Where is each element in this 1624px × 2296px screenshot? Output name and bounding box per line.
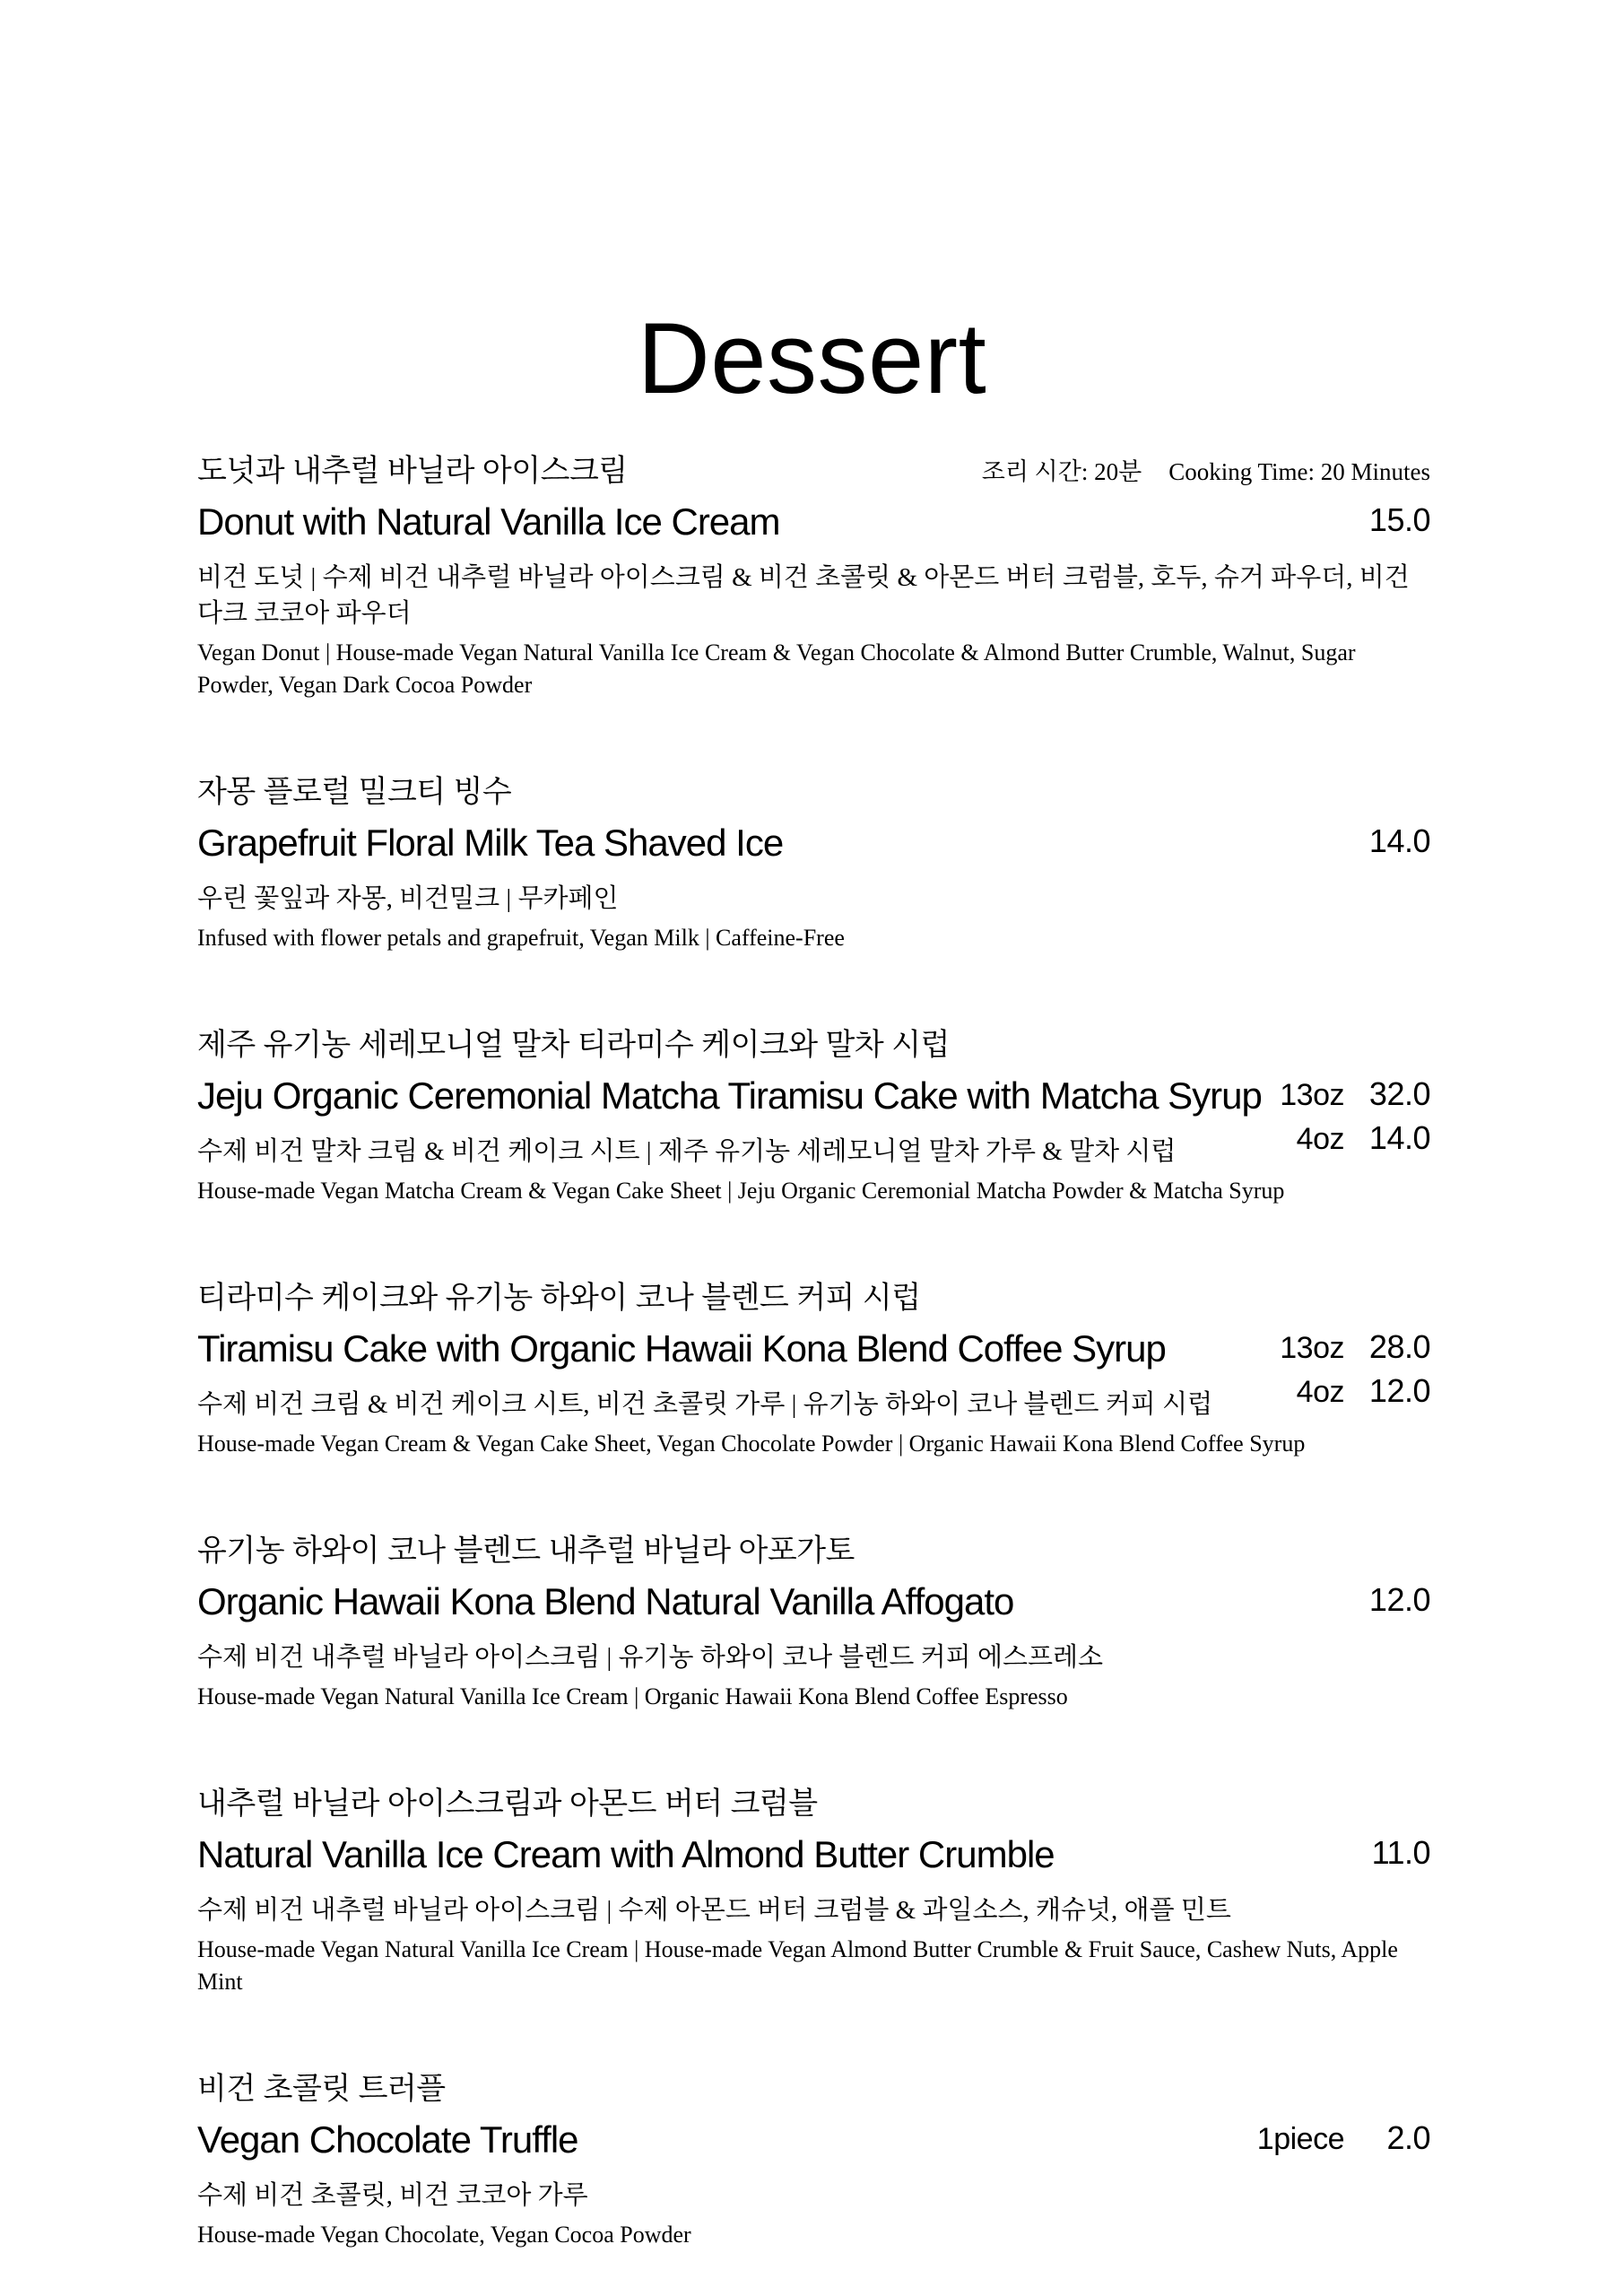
- item-description-korean: 우린 꽃잎과 자몽, 비건밀크 | 무카페인: [197, 884, 619, 913]
- item-name-korean: 유기농 하와이 코나 블렌드 내추럴 바닐라 아포가토: [197, 1534, 855, 1568]
- item-description-korean: 수제 비건 크림 & 비건 케이크 시트, 비건 초콜릿 가루 | 유기농 하와이 코나 블렌드 커피 시럽: [197, 1390, 1213, 1419]
- item-price: 11.0: [1371, 1834, 1430, 1871]
- price-row: [1258, 1831, 1430, 1874]
- price-row: [1258, 1117, 1430, 1161]
- price-row: [1258, 499, 1430, 542]
- price-row: [1258, 820, 1430, 863]
- item-name-korean: 도넛과 내추럴 바닐라 아이스크림: [197, 454, 628, 488]
- menu-item: [197, 1532, 1430, 1713]
- item-description-english: Infused with flower petals and grapefruit, Vegan Milk | Caffeine-Free: [197, 925, 845, 951]
- item-price: 14.0: [1368, 822, 1430, 859]
- item-description-english: House-made Vegan Matcha Cream & Vegan Cake Sheet | Jeju Organic Ceremonial Matcha Powder & Matcha Syrup: [197, 1178, 1285, 1204]
- menu-item-list: [197, 452, 1430, 2251]
- item-description-korean: 비건 도넛 | 수제 비건 내추럴 바닐라 아이스크림 & 비건 초콜릿 & 아몬드 버터 크럼블, 호두, 슈거 파우더, 비건 다크 코코아 파우더: [197, 563, 1410, 628]
- price-size-label: 13oz: [1280, 1078, 1344, 1112]
- item-price-block: [1257, 2117, 1430, 2161]
- item-name-english: Jeju Organic Ceremonial Matcha Tiramisu Cake with Matcha Syrup: [197, 1074, 1262, 1117]
- price-size-label: 4oz: [1296, 1122, 1344, 1156]
- price-row: [1258, 1073, 1430, 1117]
- item-name-english: Donut with Natural Vanilla Ice Cream: [197, 500, 780, 543]
- menu-item: [197, 773, 1430, 954]
- price-size-label: 13oz: [1280, 1331, 1344, 1365]
- item-price: 28.0: [1368, 1328, 1430, 1365]
- item-description-english: Vegan Donut | House-made Vegan Natural Vanilla Ice Cream & Vegan Chocolate & Almond Butter Crumble, Walnut, Sugar Powder, Vegan Dark Cocoa Powder: [197, 639, 1356, 698]
- menu-item: [197, 1279, 1430, 1460]
- price-size-label: 1piece: [1256, 2122, 1344, 2156]
- menu-item: [197, 1785, 1430, 1998]
- menu-item: [197, 452, 1430, 701]
- item-name-english: Natural Vanilla Ice Cream with Almond Butter Crumble: [197, 1833, 1055, 1875]
- item-description-korean: 수제 비건 내추럴 바닐라 아이스크림 | 유기농 하와이 코나 블렌드 커피 에스프레소: [197, 1643, 1104, 1672]
- price-row: [1257, 2117, 1430, 2161]
- item-name-english: Tiramisu Cake with Organic Hawaii Kona Blend Coffee Syrup: [197, 1327, 1166, 1370]
- item-price-block: [1258, 1578, 1430, 1622]
- item-description-korean: 수제 비건 초콜릿, 비건 코코아 가루: [197, 2181, 588, 2210]
- price-row: [1258, 1326, 1430, 1370]
- menu-item: [197, 2070, 1430, 2251]
- item-price: 12.0: [1368, 1372, 1430, 1409]
- menu-item: [197, 1026, 1430, 1207]
- price-row: [1258, 1578, 1430, 1622]
- cooking-time-note: [982, 454, 1430, 490]
- item-price: 2.0: [1386, 2119, 1430, 2156]
- item-name-english: Organic Hawaii Kona Blend Natural Vanilla Affogato: [197, 1580, 1014, 1622]
- item-name-korean: 티라미수 케이크와 유기농 하와이 코나 블렌드 커피 시럽: [197, 1281, 921, 1315]
- item-name-korean: 제주 유기농 세레모니얼 말차 티라미수 케이크와 말차 시럽: [197, 1028, 950, 1062]
- item-price: 32.0: [1368, 1075, 1430, 1112]
- item-description-korean: 수제 비건 말차 크림 & 비건 케이크 시트 | 제주 유기농 세레모니얼 말차 가루 & 말차 시럽: [197, 1137, 1177, 1166]
- item-price: 15.0: [1368, 501, 1430, 538]
- cooking-time-korean: 조리 시간: 20분: [981, 458, 1142, 485]
- item-price: 14.0: [1368, 1119, 1430, 1156]
- item-name-korean: 자몽 플로럴 밀크티 빙수: [197, 775, 512, 809]
- item-price-block: [1258, 1073, 1430, 1161]
- item-price-block: [1258, 1831, 1430, 1874]
- page-title: Dessert: [637, 302, 987, 414]
- item-description-english: House-made Vegan Natural Vanilla Ice Cream | House-made Vegan Almond Butter Crumble & Fruit Sauce, Cashew Nuts, Apple Mint: [197, 1936, 1398, 1995]
- price-size-label: 4oz: [1296, 1375, 1344, 1409]
- item-name-english: Vegan Chocolate Truffle: [197, 2118, 578, 2161]
- item-description-english: House-made Vegan Chocolate, Vegan Cocoa Powder: [197, 2222, 691, 2248]
- item-description-english: House-made Vegan Cream & Vegan Cake Sheet, Vegan Chocolate Powder | Organic Hawaii Kona Blend Coffee Syrup: [197, 1431, 1306, 1457]
- item-price: 12.0: [1368, 1581, 1430, 1618]
- item-price-block: [1258, 1326, 1430, 1413]
- item-price-block: [1258, 499, 1430, 542]
- item-description-korean: 수제 비건 내추럴 바닐라 아이스크림 | 수제 아몬드 버터 크럼블 & 과일소스, 캐슈넛, 애플 민트: [197, 1896, 1231, 1925]
- item-name-english: Grapefruit Floral Milk Tea Shaved Ice: [197, 822, 784, 864]
- item-name-korean: 비건 초콜릿 트러플: [197, 2072, 446, 2106]
- cooking-time-english: Cooking Time: 20 Minutes: [1168, 458, 1430, 485]
- item-description-english: House-made Vegan Natural Vanilla Ice Cream | Organic Hawaii Kona Blend Coffee Espresso: [197, 1683, 1068, 1709]
- price-row: [1258, 1370, 1430, 1413]
- item-price-block: [1258, 820, 1430, 863]
- item-name-korean: 내추럴 바닐라 아이스크림과 아몬드 버터 크럼블: [197, 1787, 818, 1821]
